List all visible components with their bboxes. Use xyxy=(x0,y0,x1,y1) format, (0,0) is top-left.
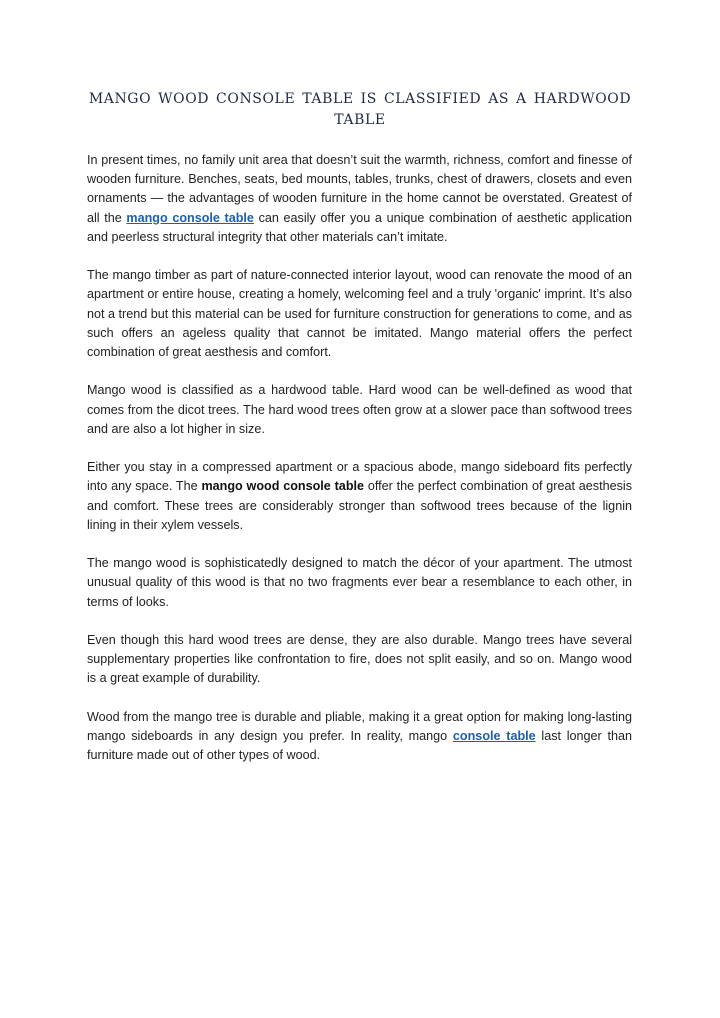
paragraph-4-text-after: offer the perfect combination of great aesthesis and comfort. These trees are considerably stronger than softwood trees because of the lignin lining in their xylem vessels. xyxy=(87,479,632,532)
paragraph-7-text-after: last longer than furniture made out of other types of wood. xyxy=(87,729,632,763)
paragraph-7-text-before: Wood from the mango tree is durable and pliable, making it a great option for making long-lasting mango sideboards in any design you prefer. In reality, mango xyxy=(87,709,632,743)
paragraph-3: Mango wood is classified as a hardwood table. Hard wood can be well-defined as wood that comes from the dicot trees. The hard wood trees often grow at a slower pace than softwood trees and are also a lot higher in size. xyxy=(87,383,632,436)
paragraph-1 xyxy=(87,151,632,247)
paragraph-6: Even though this hard wood trees are dense, they are also durable. Mango trees have several supplementary properties like confrontation to fire, does not split easily, and so on. Mango wood is a great example of durability. xyxy=(87,633,632,686)
console-table-link[interactable]: console table xyxy=(452,729,536,743)
paragraph-1-text-before: In present times, no family unit area that doesn’t suit the warmth, richness, comfort and finesse of wooden furniture. Benches, seats, bed mounts, tables, trunks, chest of drawers, closets and even ornaments — the advantages of wooden furniture in the home cannot be overstated. Greatest of all the xyxy=(87,153,632,225)
paragraph-7 xyxy=(87,708,632,766)
paragraph-4 xyxy=(87,458,632,535)
mango-console-table-link[interactable]: mango console table xyxy=(126,210,254,225)
paragraph-2: The mango timber as part of nature-connected interior layout, wood can renovate the mood of an apartment or entire house, creating a homely, welcoming feel and a truly 'organic' imprint. It’s also not a trend but this material can be used for furniture construction for generations to come, and as such offers an ageless quality that cannot be imitated. Mango material offers the perfect combination of great aesthesis and comfort. xyxy=(87,268,632,360)
paragraph-1-text-after: can easily offer you a unique combination of aesthetic application and peerless structural integrity that other materials can’t imitate. xyxy=(87,210,632,244)
mango-wood-console-table-bold: mango wood console table xyxy=(201,479,365,494)
paragraph-4-text-before: Either you stay in a compressed apartment or a spacious abode, mango sideboard fits perfectly into any space. The xyxy=(87,460,632,494)
paragraph-5: The mango wood is sophisticatedly designed to match the décor of your apartment. The utmost unusual quality of this wood is that no two fragments ever bear a resemblance to each other, in terms of looks. xyxy=(87,556,632,609)
document-title: mango wood console table is classified as a hardwood table xyxy=(88,84,632,129)
document-body xyxy=(87,151,632,785)
